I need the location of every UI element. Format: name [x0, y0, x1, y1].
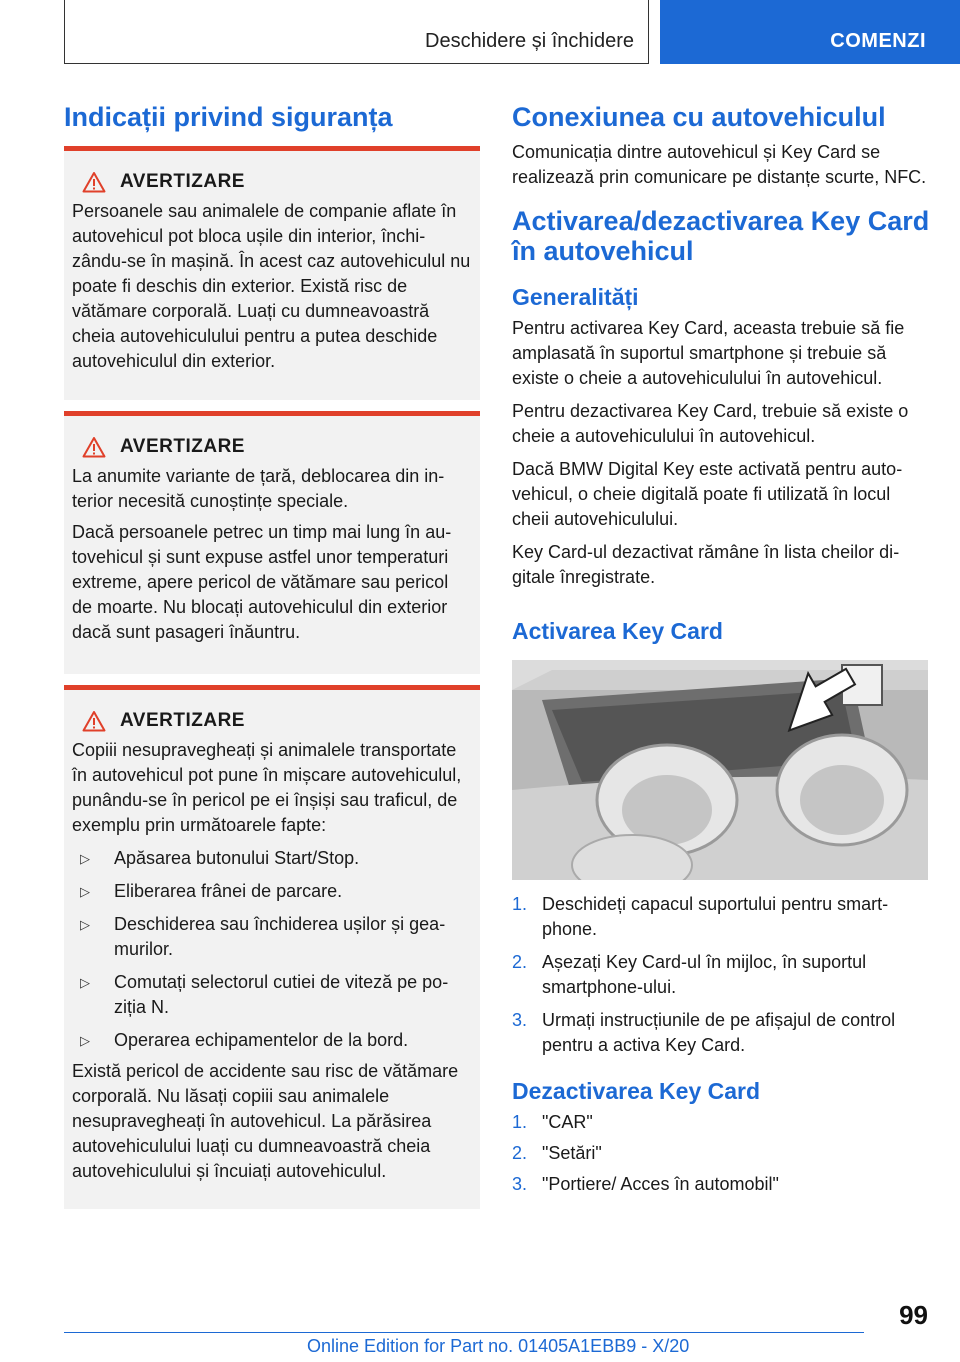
list-item: 3. "Portiere/ Acces în automobil" — [512, 1174, 779, 1194]
warning-box-3 — [64, 685, 480, 1209]
right-column — [512, 100, 930, 1203]
header-section-box — [64, 0, 649, 64]
header-section-title: Deschidere și închidere — [425, 30, 634, 52]
general-paragraph: Dacă BMW Digital Key este activată pentru autovehicul, o cheie digitală poate fi utilizată în locul cheii autovehiculului. — [512, 459, 903, 529]
triangle-bullet-icon: ▷ — [80, 1033, 90, 1048]
list-item: 2. "Setări" — [512, 1143, 602, 1163]
list-item: 1. "CAR" — [512, 1112, 593, 1132]
warning-box-1 — [64, 146, 480, 400]
general-title: Generalități — [512, 284, 639, 310]
warning-box-2 — [64, 411, 480, 674]
activation-section-title: Activarea/dezactivarea Key Card în autovehicul — [512, 206, 930, 266]
footer-edition: Online Edition for Part no. 01405A1EBB9 - X/20 — [307, 1336, 690, 1356]
page-number: 99 — [899, 1300, 928, 1330]
header-chapter-title: COMENZI — [830, 30, 926, 52]
list-item: 3. Urmați instrucțiunile de pe afișajul de control pentru a activa Key Card. — [512, 1010, 896, 1055]
general-paragraph: Pentru dezactivarea Key Card, trebuie să existe o cheie a autovehiculului în autovehicul. — [512, 401, 909, 446]
deactivate-title: Dezactivarea Key Card — [512, 1078, 761, 1104]
warning-text: La anumite variante de țară, deblocarea din interior necesită cunoștințe speciale. — [72, 466, 445, 511]
header-chapter-box — [660, 0, 960, 64]
warning-triangle-icon — [82, 710, 106, 732]
safety-title: Indicații privind siguranța — [64, 102, 393, 132]
general-paragraph: Key Card-ul dezactivat rămâne în lista cheilor digitale înregistrate. — [512, 542, 900, 587]
activate-title: Activarea Key Card — [512, 618, 723, 644]
list-item: 2. Așezați Key Card-ul în mijloc, în suportul smartphone-ului. — [512, 952, 867, 997]
list-item: ▷ Operarea echipamentelor de la bord. — [72, 1028, 472, 1053]
warning-label: AVERTIZARE — [120, 710, 245, 731]
connection-title: Conexiunea cu autovehiculul — [512, 102, 886, 132]
triangle-bullet-icon: ▷ — [80, 884, 90, 899]
warning-label: AVERTIZARE — [120, 171, 245, 192]
warning-text: Dacă persoanele petrec un timp mai lung în autovehicul și sunt expuse astfel unor temperaturi extreme, apere pericol de vătămare sau pericol de moarte. Nu blocați autovehiculul din exterior dacă sunt pasageri înăuntru. — [72, 522, 452, 642]
warning-intro: Copiii nesupravegheați și animalele transportate în autovehicul pot pune în mișcare autovehiculul, punându-se în pericol pe ei înșiși sau traficul, de exemplu prin următoarele fapte: — [72, 740, 462, 835]
left-column — [64, 100, 480, 1181]
warning-text: Persoanele sau animalele de companie aflate în autovehicul pot bloca ușile din interior, închizându-se în mașină. În acest caz autovehiculul nu poate fi deschis din exterior. Există risc de vătămare corporală. Luați cu dumneavoastră cheia autovehiculului pentru a putea deschide autovehiculul din exterior. — [72, 201, 471, 371]
warning-triangle-icon — [82, 171, 106, 193]
triangle-bullet-icon: ▷ — [80, 851, 90, 866]
triangle-bullet-icon: ▷ — [80, 917, 90, 932]
list-item: 1. Deschideți capacul suportului pentru smartphone. — [512, 894, 889, 939]
triangle-bullet-icon: ▷ — [80, 975, 90, 990]
warning-label: AVERTIZARE — [120, 436, 245, 457]
warning-outro: Există pericol de accidente sau risc de vătămare corporală. Nu lăsați copiii sau animalele nesupravegheați în autovehicul. La părăsirea autovehiculului luați cu dumneavoastră cheia autovehiculului și încuiați autovehiculul. — [72, 1061, 459, 1181]
smartphone-holder-photo — [512, 660, 928, 880]
general-paragraph: Pentru activarea Key Card, aceasta trebuie să fie amplasată în suportul smartphone și trebuie să existe o cheie a autovehiculului în autovehicul. — [512, 318, 905, 388]
connection-text: Comunicația dintre autovehicul și Key Card se realizează prin comunicare pe distanțe scurte, NFC. — [512, 142, 927, 187]
list-item: ▷ Comutați selectorul cutiei de viteză pe poziția N. — [72, 970, 472, 1020]
warning-triangle-icon — [82, 436, 106, 458]
footer-divider — [64, 1332, 864, 1333]
list-item: ▷ Apăsarea butonului Start/Stop. — [72, 846, 472, 871]
list-item: ▷ Eliberarea frânei de parcare. — [72, 879, 472, 904]
list-item: ▷ Deschiderea sau închiderea ușilor și geamurilor. — [72, 912, 472, 962]
